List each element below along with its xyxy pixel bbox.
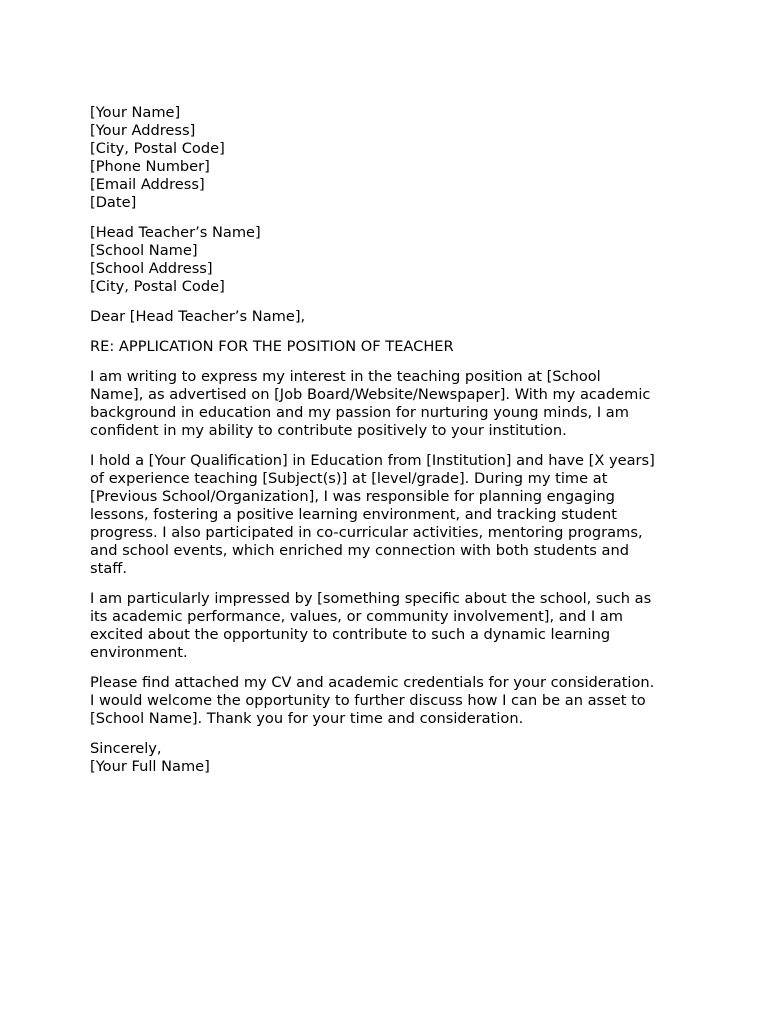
letter-date: [Date]	[90, 194, 137, 211]
body-paragraph-2	[90, 452, 690, 578]
paragraph-line: I am writing to express my interest in the teaching position at [School	[90, 368, 601, 385]
body-paragraph-4	[90, 674, 690, 728]
salutation: Dear [Head Teacher’s Name],	[90, 308, 306, 325]
recipient-city-postal: [City, Postal Code]	[90, 278, 225, 295]
body-paragraph-1	[90, 368, 690, 440]
recipient-school: [School Name]	[90, 242, 198, 259]
paragraph-line: and school events, which enriched my connection with both students and	[90, 542, 629, 559]
sender-city-postal: [City, Postal Code]	[90, 140, 225, 157]
recipient-name: [Head Teacher’s Name]	[90, 224, 261, 241]
paragraph-line: environment.	[90, 644, 188, 661]
paragraph-line: lessons, fostering a positive learning environment, and tracking student	[90, 506, 617, 523]
paragraph-line: staff.	[90, 560, 127, 577]
paragraph-line: background in education and my passion for nurturing young minds, I am	[90, 404, 629, 421]
recipient-address: [School Address]	[90, 260, 213, 277]
paragraph-line: I would welcome the opportunity to further discuss how I can be an asset to	[90, 692, 646, 709]
valediction: Sincerely,	[90, 740, 162, 757]
sender-name: [Your Name]	[90, 104, 181, 121]
subject-line: RE: APPLICATION FOR THE POSITION OF TEACHER	[90, 338, 454, 355]
paragraph-line: [Previous School/Organization], I was responsible for planning engaging	[90, 488, 615, 505]
body-paragraph-3	[90, 590, 690, 662]
paragraph-line: progress. I also participated in co-curricular activities, mentoring programs,	[90, 524, 643, 541]
sender-email: [Email Address]	[90, 176, 205, 193]
paragraph-line: [School Name]. Thank you for your time and consideration.	[90, 710, 524, 727]
paragraph-line: I hold a [Your Qualification] in Education from [Institution] and have [X years]	[90, 452, 655, 469]
sender-address: [Your Address]	[90, 122, 196, 139]
letter-page	[90, 104, 690, 788]
recipient-block	[90, 224, 690, 296]
paragraph-line: I am particularly impressed by [something specific about the school, such as	[90, 590, 652, 607]
signature-name: [Your Full Name]	[90, 758, 210, 775]
paragraph-line: of experience teaching [Subject(s)] at [level/grade]. During my time at	[90, 470, 608, 487]
sender-block	[90, 104, 690, 212]
paragraph-line: excited about the opportunity to contribute to such a dynamic learning	[90, 626, 611, 643]
paragraph-line: its academic performance, values, or community involvement], and I am	[90, 608, 623, 625]
paragraph-line: confident in my ability to contribute positively to your institution.	[90, 422, 567, 439]
closing-block	[90, 740, 690, 776]
paragraph-line: Name], as advertised on [Job Board/Website/Newspaper]. With my academic	[90, 386, 651, 403]
paragraph-line: Please find attached my CV and academic credentials for your consideration.	[90, 674, 655, 691]
sender-phone: [Phone Number]	[90, 158, 210, 175]
